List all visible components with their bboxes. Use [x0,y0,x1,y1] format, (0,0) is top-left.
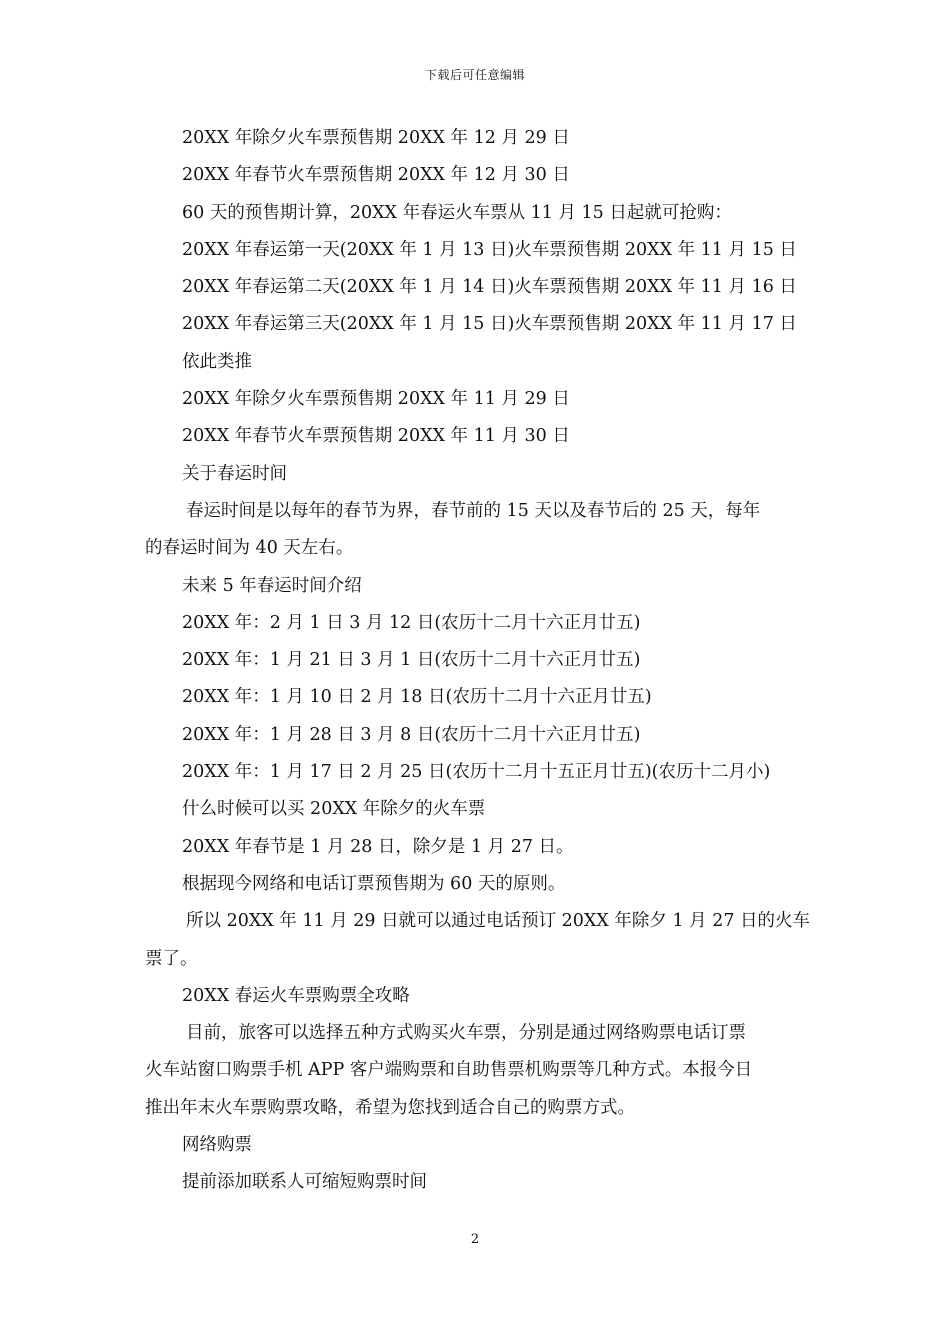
page-number: 2 [470,1232,480,1247]
body-paragraph [145,1015,810,1127]
body-line: 20XX 年：1 月 28 日 3 月 8 日(农历十二月十六正月廿五) [182,724,641,745]
body-paragraph [145,493,810,568]
body-line: 60 天的预售期计算，20XX 年春运火车票从 11 月 15 日起就可抢购： [182,202,732,223]
body-line: 网络购票 [182,1135,252,1156]
body-line: 20XX 春运火车票购票全攻略 [182,985,410,1006]
paragraph-line: 春运时间是以每年的春节为界，春节前的 15 天以及春节后的 25 天，每年 [186,500,761,521]
body-line: 根据现今网络和电话订票预售期为 60 天的原则。 [182,873,566,894]
body-line: 提前添加联系人可缩短购票时间 [182,1172,427,1193]
body-line: 20XX 年：2 月 1 日 3 月 12 日(农历十二月十六正月廿五) [182,612,641,633]
body-line: 20XX 年：1 月 21 日 3 月 1 日(农历十二月十六正月廿五) [182,650,641,671]
body-line: 20XX 年除夕火车票预售期 20XX 年 12 月 29 日 [182,128,570,148]
body-line: 20XX 年春节火车票预售期 20XX 年 12 月 30 日 [182,165,570,186]
body-line: 20XX 年：1 月 17 日 2 月 25 日(农历十二月十五正月廿五)(农历十二月小) [182,762,771,783]
body-line: 关于春运时间 [182,463,287,484]
body-paragraph [145,903,810,978]
paragraph-line: 推出年末火车票购票攻略，希望为您找到适合自己的购票方式。 [145,1097,635,1118]
paragraph-line: 目前，旅客可以选择五种方式购买火车票，分别是通过网络购票电话订票 [186,1023,746,1044]
body-line: 依此类推 [182,351,252,372]
body-line: 20XX 年春运第一天(20XX 年 1 月 13 日)火车票预售期 20XX 年 11 月 15 日 [182,239,797,260]
body-line: 20XX 年春节是 1 月 28 日，除夕是 1 月 27 日。 [182,836,574,857]
page-header: 下载后可任意编辑 [424,68,525,82]
body-line: 未来 5 年春运时间介绍 [182,575,362,596]
paragraph-line: 所以 20XX 年 11 月 29 日就可以通过电话预订 20XX 年除夕 1 月 27 日的火车 [186,911,811,932]
body-line: 什么时候可以买 20XX 年除夕的火车票 [182,799,486,820]
body-line: 20XX 年春节火车票预售期 20XX 年 11 月 30 日 [182,426,570,447]
paragraph-line: 火车站窗口购票手机 APP 客户端购票和自助售票机购票等几种方式。本报今日 [145,1060,753,1081]
paragraph-line: 的春运时间为 40 天左右。 [145,538,354,559]
body-line: 20XX 年：1 月 10 日 2 月 18 日(农历十二月十六正月廿五) [182,687,652,708]
body-line: 20XX 年春运第二天(20XX 年 1 月 14 日)火车票预售期 20XX 年 11 月 16 日 [182,277,797,298]
document-body [145,120,810,1202]
body-line: 20XX 年除夕火车票预售期 20XX 年 11 月 29 日 [182,389,570,410]
paragraph-line: 票了。 [145,948,198,969]
body-line: 20XX 年春运第三天(20XX 年 1 月 15 日)火车票预售期 20XX 年 11 月 17 日 [182,314,797,335]
